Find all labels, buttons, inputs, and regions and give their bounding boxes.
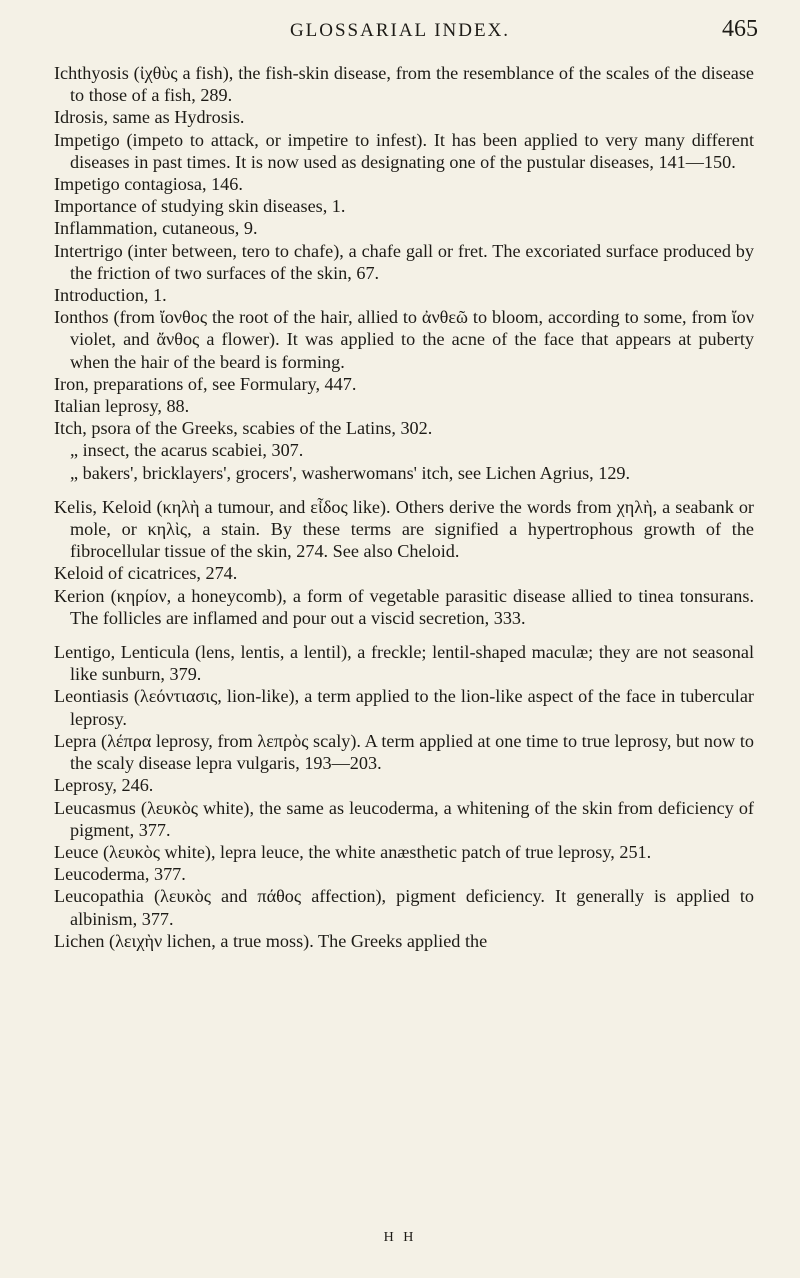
running-title: GLOSSARIAL INDEX. — [289, 20, 511, 41]
glossary-entry: Leucopathia (λευκὸς and πάθος affection), pigment deficiency. It generally is applied to albinism, 377. — [54, 886, 754, 929]
glossary-entry: Keloid of cicatrices, 274. — [54, 563, 238, 584]
glossary-entry: Italian leprosy, 88. — [54, 396, 190, 417]
glossary-entry: Leontiasis (λεόντιασις, lion-like), a term applied to the lion-like aspect of the face in tubercular leprosy. — [54, 686, 754, 729]
glossary-entry: Lepra (λέπρα leprosy, from λεπρὸς scaly). A term applied at one time to true leprosy, but now to the scaly disease lepra vulgaris, 193—203. — [54, 730, 754, 774]
glossary-entry: Impetigo (impeto to attack, or impetire to infest). It has been applied to very many different diseases in past times. It is now used as designating one of the pustular diseases, 141—150. — [54, 129, 754, 172]
glossary-entry: Inflammation, cutaneous, 9. — [54, 218, 258, 239]
glossary-entry: Ionthos (from ἴονθος the root of the hair, allied to ἀνθεῶ to bloom, according to some, from ἴον violet, and ἄνθος a flower). It was applied to the acne of the face that appears at puberty when the hair of the beard is forming. — [54, 307, 754, 372]
glossary-entries — [54, 62, 754, 952]
glossary-entry: Intertrigo (inter between, tero to chafe), a chafe gall or fret. The excoriated surface produced by the friction of two surfaces of the skin, 67. — [54, 240, 754, 283]
glossary-entry: Ichthyosis (ἰχθὺς a fish), the fish-skin disease, from the resemblance of the scales of the disease to those of a fish, 289. — [54, 63, 754, 106]
glossary-entry: Leucasmus (λευκὸς white), the same as leucoderma, a whitening of the skin from deficiency of pigment, 377. — [54, 797, 754, 840]
glossary-entry: „ bakers', bricklayers', grocers', washerwomans' itch, see Lichen Agrius, 129. — [70, 462, 631, 483]
glossary-entry: Kerion (κηρίον, a honeycomb), a form of vegetable parasitic disease allied to tinea tonsurans. The follicles are inflamed and pour out a viscid secretion, 333. — [54, 585, 754, 628]
glossary-entry: Iron, preparations of, see Formulary, 447. — [54, 373, 357, 394]
glossary-entry: Lichen (λειχὴν lichen, a true moss). The Greeks applied the — [54, 930, 488, 951]
glossary-entry: Kelis, Keloid (κηλὴ a tumour, and εἶδος like). Others derive the words from χηλὴ, a seabank or mole, or κηλὶς, a stain. By these terms are signified a hypertrophous growth of the fibrocellular tissue of the skin, 274. See also Cheloid. — [54, 496, 754, 562]
glossary-entry: Lentigo, Lenticula (lens, lentis, a lentil), a freckle; lentil-shaped maculæ; they are not seasonal like sunburn, 379. — [54, 642, 754, 685]
glossary-entry: Importance of studying skin diseases, 1. — [54, 196, 346, 217]
glossary-entry: Leucoderma, 377. — [54, 864, 186, 885]
glossary-entry: „ insect, the acarus scabiei, 307. — [70, 440, 304, 461]
glossary-entry: Impetigo contagiosa, 146. — [54, 174, 243, 195]
page-header — [0, 14, 800, 50]
signature-mark: H H — [383, 1230, 417, 1245]
glossary-entry: Idrosis, same as Hydrosis. — [54, 107, 245, 128]
glossary-entry: Leuce (λευκὸς white), lepra leuce, the white anæsthetic patch of true leprosy, 251. — [54, 841, 652, 862]
glossary-entry: Introduction, 1. — [54, 285, 167, 306]
glossary-entry: Itch, psora of the Greeks, scabies of the Latins, 302. — [54, 418, 433, 439]
glossary-entry: Leprosy, 246. — [54, 775, 154, 796]
page-number: 465 — [722, 16, 758, 42]
